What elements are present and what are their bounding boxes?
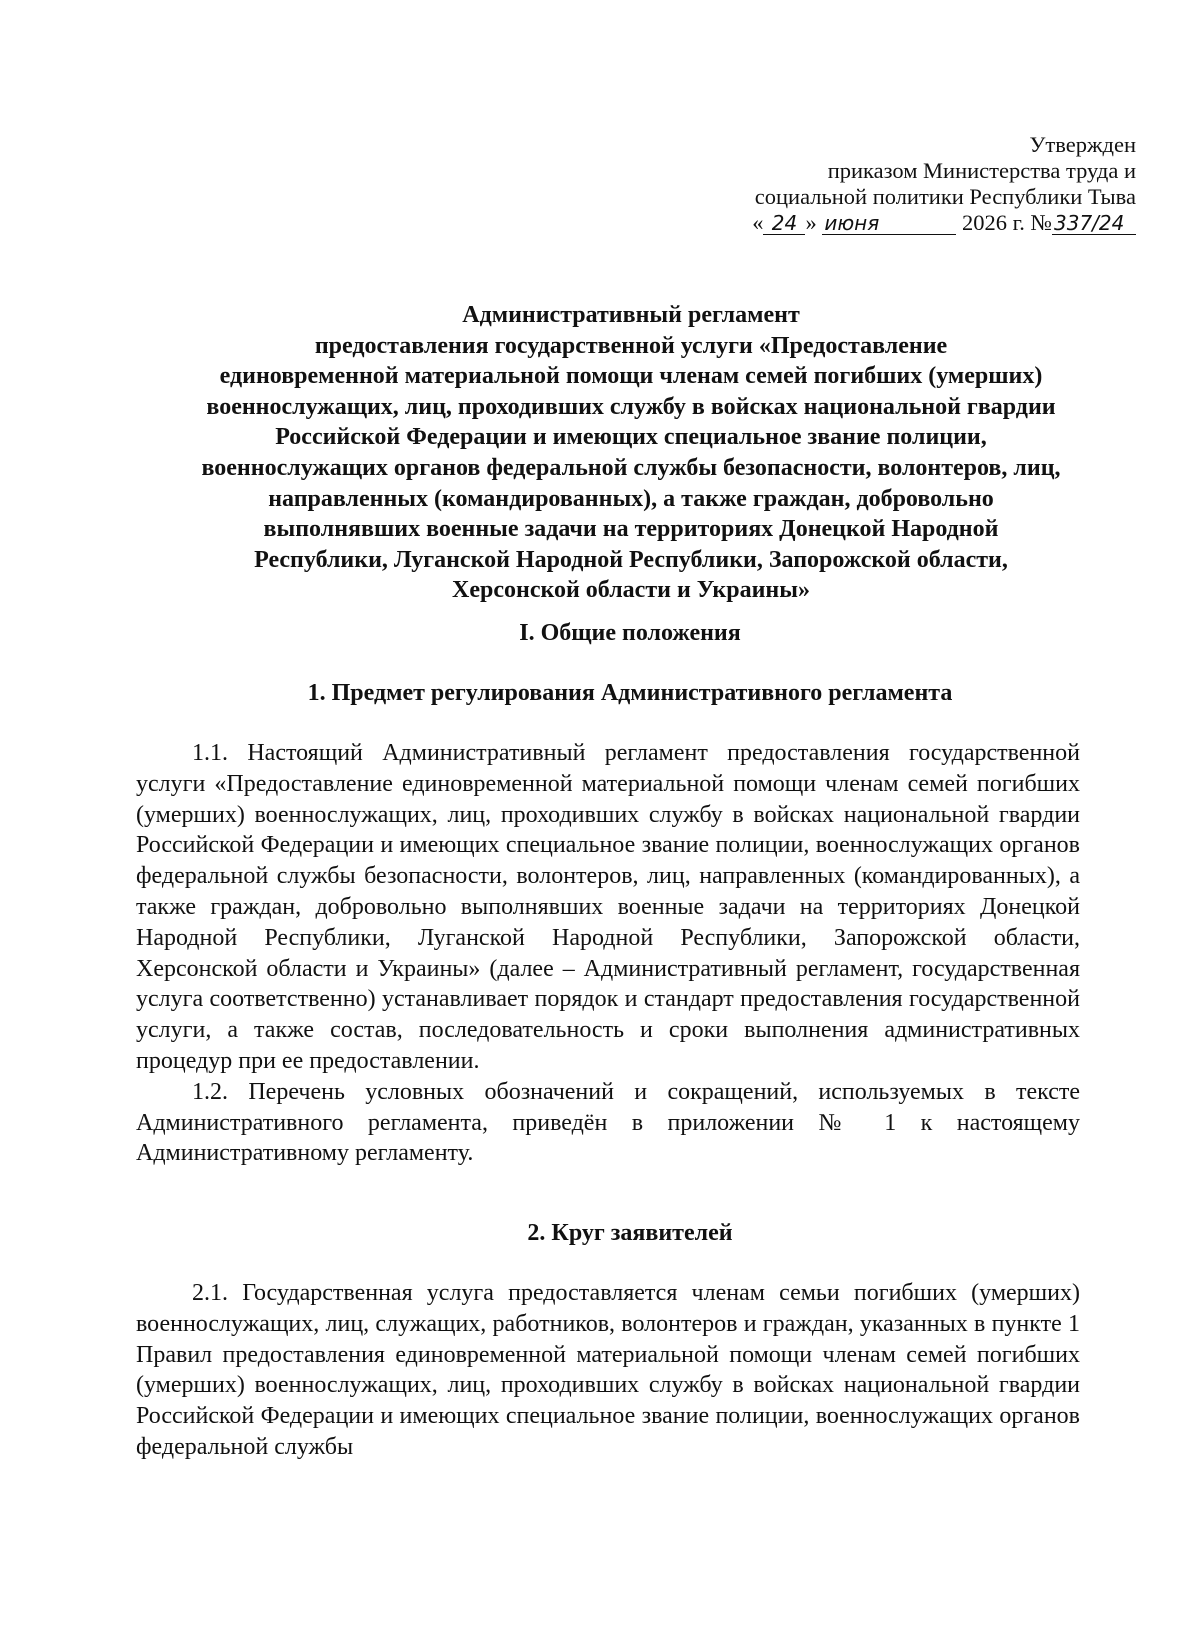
title-line: военнослужащих органов федеральной службы безопасности, волонтеров, лиц, — [201, 454, 1061, 481]
paragraph-1-1: 1.1. Настоящий Административный регламент предоставления государственной услуги «Предоставление единовременной материальной помощи членам семей погибших (умерших) военнослужащих, лиц, проходивших службу в войсках национальной гвардии Российской Федерации и имеющих специальное звание полиции, военнослужащих органов федеральной службы безопасности, волонтеров, лиц, направленных (командированных), а также граждан, добровольно выполнявших военные задачи на территориях Донецкой Народной Республики, Луганской Народной Республики, Запорожской области, Херсонской области и Украины» (далее – Административный регламент, государственная услуга соответственно) устанавливает порядок и стандарт предоставления государственной услуги, а также состав, последовательность и сроки выполнения административных процедур при ее предоставлении. — [136, 740, 1080, 1074]
title-line: единовременной материальной помощи членам семей погибших (умерших) — [219, 363, 1043, 390]
order-date-number — [676, 210, 1136, 236]
approval-line-approved: Утвержден — [1029, 132, 1136, 157]
title-line: предоставления государственной услуги «Предоставление — [314, 332, 948, 359]
handwritten-month: июня — [822, 212, 956, 235]
approval-stamp — [676, 132, 1136, 236]
document-title — [136, 300, 1126, 606]
section-heading-general: I. Общие положения — [519, 620, 741, 646]
approval-line-order: приказом Министерства труда и — [827, 158, 1136, 183]
title-line: направленных (командированных), а также граждан, добровольно — [268, 485, 994, 512]
paragraph-2-1: 2.1. Государственная услуга предоставляется членам семьи погибших (умерших) военнослужащих, лиц, служащих, работников, волонтеров и граждан, указанных в пункте 1 Правил предоставления единовременной материальной помощи членам семей погибших (умерших) военнослужащих, лиц, проходивших службу в войсках национальной гвардии Российской Федерации и имеющих специальное звание полиции, военнослужащих органов федеральной службы — [136, 1280, 1080, 1460]
approval-line-ministry: социальной политики Республики Тыва — [754, 184, 1136, 209]
title-line: Административный регламент — [462, 302, 800, 328]
title-line: военнослужащих, лиц, проходивших службу в войсках национальной гвардии — [206, 393, 1056, 420]
title-line: Республики, Луганской Народной Республики, Запорожской области, — [254, 546, 1008, 573]
title-line: Херсонской области и Украины» — [452, 577, 810, 604]
section-heading-applicants: 2. Круг заявителей — [527, 1220, 733, 1246]
handwritten-order-number: 337/24 — [1052, 212, 1136, 235]
section-2-body — [136, 1278, 1080, 1463]
section-1-body — [136, 738, 1080, 1169]
order-year-label: 2026 г. № — [961, 210, 1052, 235]
paragraph-1-2: 1.2. Перечень условных обозначений и сокращений, используемых в тексте Административного регламента, приведён в приложении № 1 к настоящему Административному регламенту. — [136, 1078, 1080, 1167]
handwritten-day: 24 — [763, 212, 805, 235]
title-line: выполнявших военные задачи на территориях Донецкой Народной — [263, 516, 999, 543]
quote-close: » — [805, 210, 817, 235]
section-heading-subject: 1. Предмет регулирования Административного регламента — [307, 680, 953, 706]
quote-open: « — [752, 210, 764, 235]
title-line: Российской Федерации и имеющих специальное звание полиции, — [275, 424, 987, 451]
